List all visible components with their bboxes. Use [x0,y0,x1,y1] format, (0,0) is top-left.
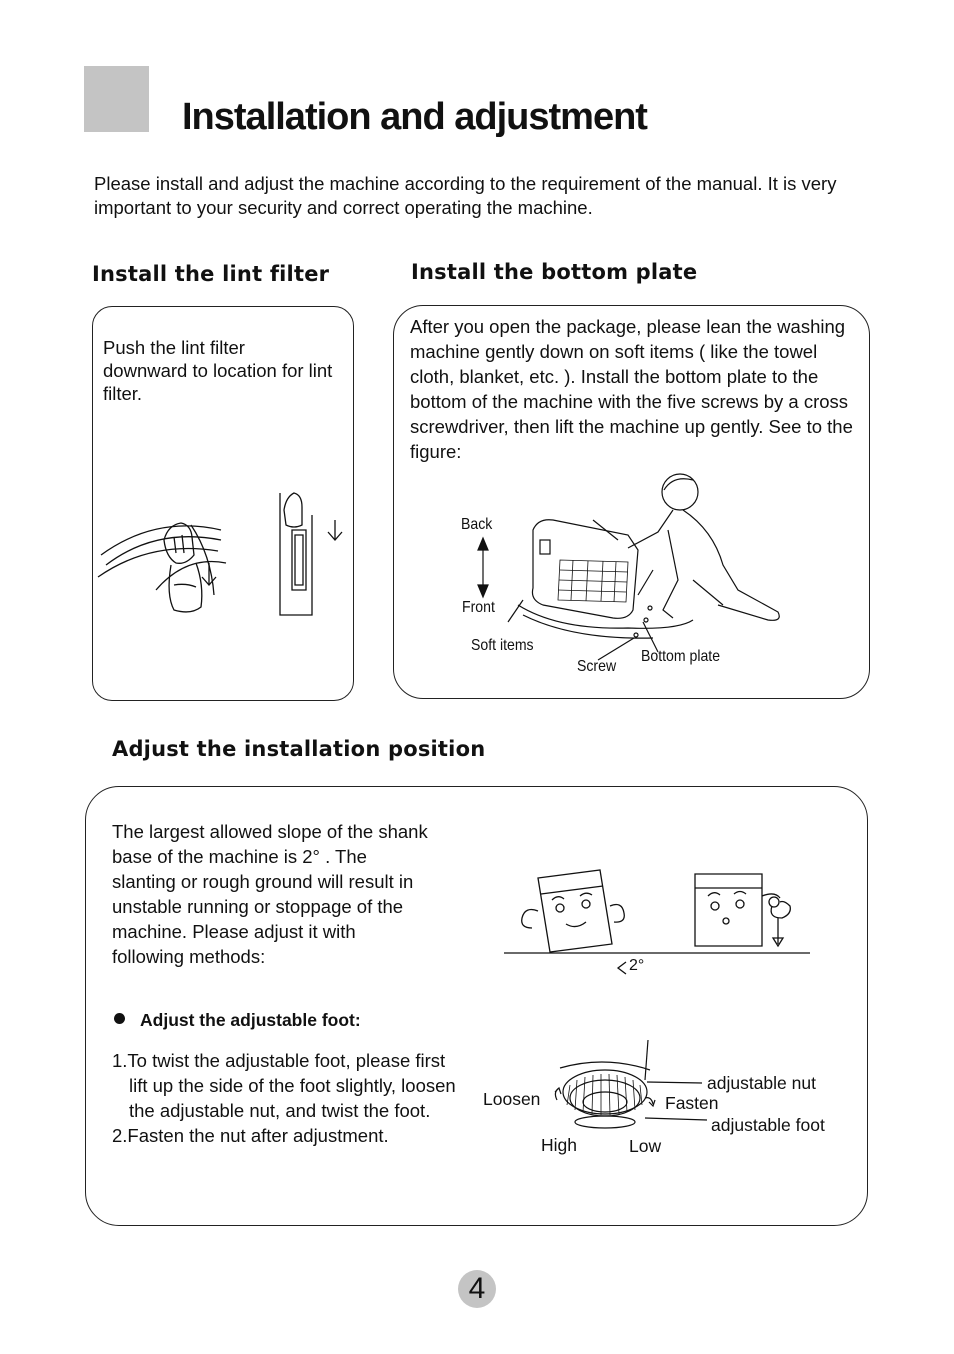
label-high: High [541,1135,577,1155]
position-heading: Adjust the installation position [112,737,486,761]
label-adjustable-nut: adjustable nut [707,1073,816,1093]
label-fasten: Fasten [665,1093,719,1113]
bullet-icon [114,1013,125,1024]
step-1: 1.To twist the adjustable foot, please first lift up the side of the foot slightly, loosen the adjustable nut, and twist the foot. [112,1050,456,1121]
label-soft-items: Soft items [471,637,534,654]
lint-filter-heading: Install the lint filter [92,262,330,286]
label-adjustable-foot: adjustable foot [711,1115,825,1135]
bottom-plate-text: After you open the package, please lean the washing machine gently down on soft items ( like the towel cloth, blanket, etc. ). Install the bottom plate to the bottom of the machine with the five screws by a cross screwdriver, then lift the machine up gently. See to the figure: [410,316,853,462]
label-screw: Screw [577,658,617,675]
bottom-plate-heading: Install the bottom plate [411,260,698,284]
label-low: Low [629,1136,662,1156]
label-front: Front [462,599,495,616]
page-number: 4 [458,1270,496,1308]
lint-filter-text: Push the lint filter downward to location for lint filter. [103,337,333,404]
adjustable-foot-illustration [545,1040,715,1135]
label-bottom-plate: Bottom plate [641,648,721,665]
label-loosen: Loosen [483,1089,541,1109]
position-text: The largest allowed slope of the shank base of the machine is 2° . The slanting or rough ground will result in unstable running or stoppage of the machine. Please adjust it with following methods: [112,821,428,967]
title-marker [84,66,149,132]
intro-paragraph: Please install and adjust the machine according to the requirement of the manual. It is very important to your security and correct operating the machine. [94,173,837,218]
lint-filter-illustration [96,485,351,625]
slope-illustration [500,866,820,981]
adjustable-foot-heading: Adjust the adjustable foot: [140,1010,361,1030]
step-2: 2.Fasten the nut after adjustment. [112,1125,389,1146]
label-back: Back [461,516,493,533]
page-title: Installation and adjustment [182,96,647,138]
bottom-plate-illustration [478,470,798,650]
slope-angle-label: 2° [629,957,645,974]
adjust-steps [112,1048,468,1148]
